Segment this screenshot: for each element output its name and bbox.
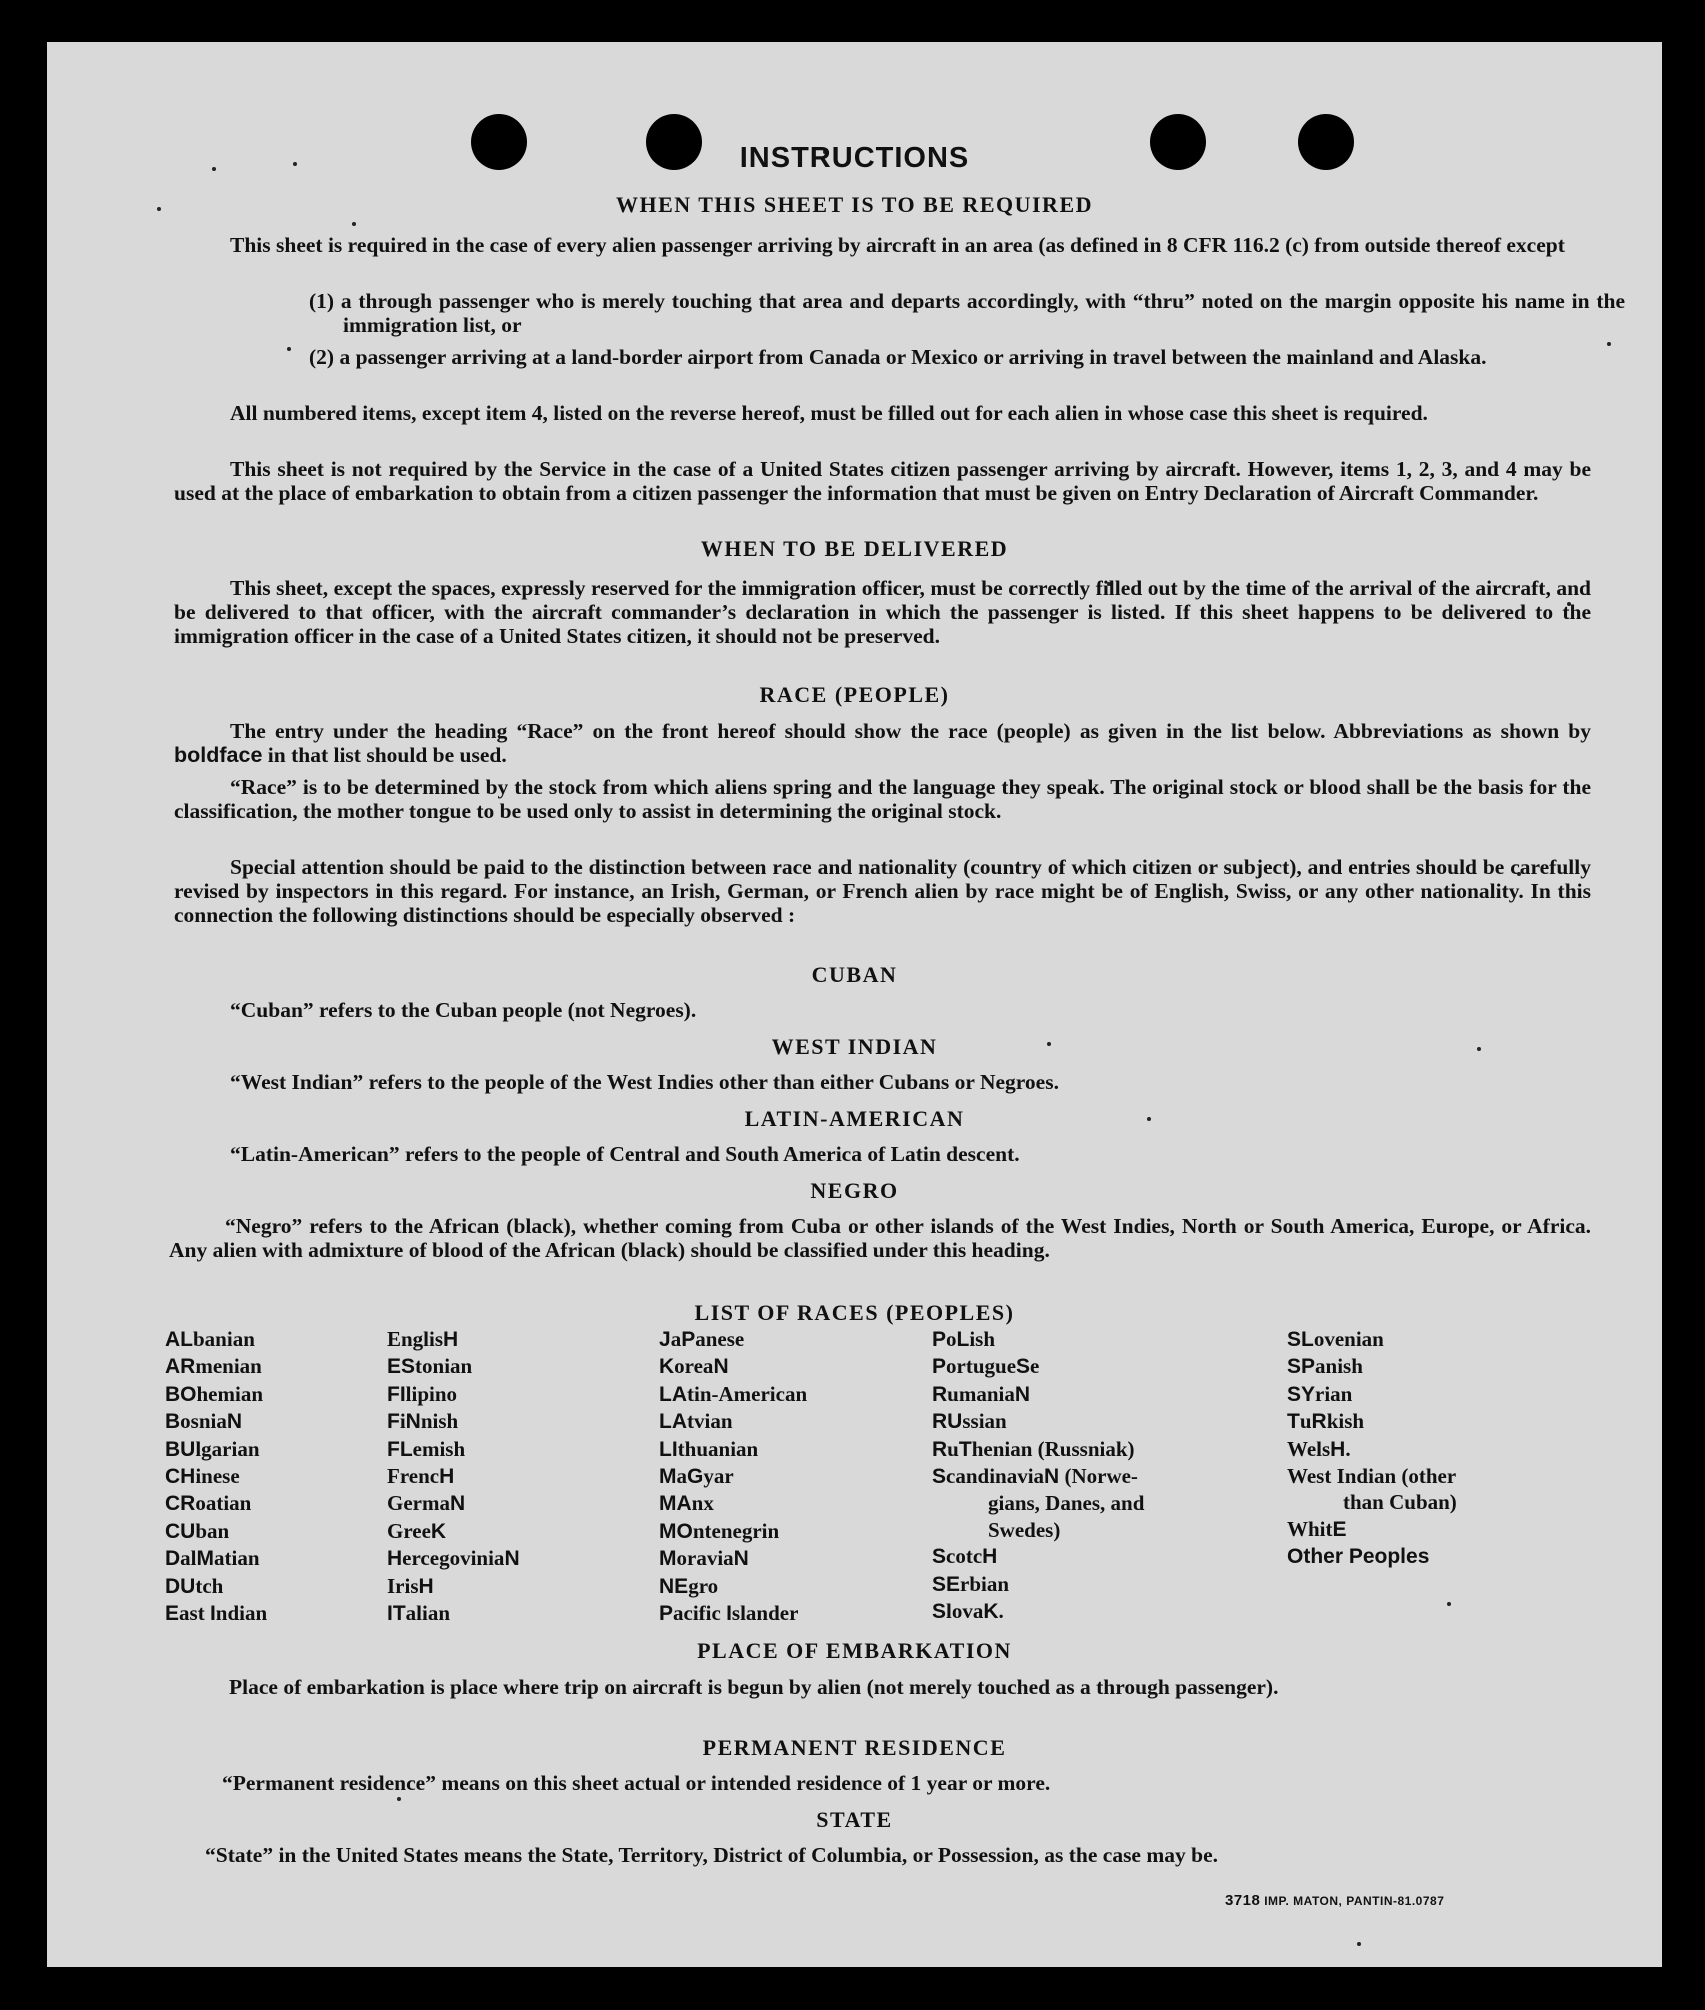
race-list-item: WelsH.	[1287, 1436, 1351, 1461]
race-list-item: MoraviaN	[659, 1546, 749, 1571]
race-list-item: Other Peoples	[1287, 1545, 1430, 1569]
race-list-item: DUtch	[165, 1573, 224, 1598]
heading-when-required: WHEN THIS SHEET IS TO BE REQUIRED	[615, 192, 1094, 217]
race-list-item: ITalian	[387, 1601, 451, 1626]
race-list-item: WhitE	[1287, 1516, 1347, 1541]
race-column	[932, 1326, 1144, 1625]
heading-permanent-residence: PERMANENT RESIDENCE	[702, 1735, 1007, 1760]
race-list-item: RUssian	[932, 1409, 1007, 1434]
race-list-item: KoreaN	[659, 1354, 729, 1379]
race-list-item: RumaniaN	[932, 1381, 1031, 1406]
race-list-item: CUban	[165, 1518, 230, 1543]
race-list-item: SErbian	[932, 1571, 1010, 1596]
race-list-item: LAtin-American	[659, 1381, 808, 1406]
race-column	[165, 1326, 267, 1627]
race-list-item: than Cuban)	[1343, 1490, 1457, 1515]
race-list-item: SlovaK.	[932, 1599, 1004, 1624]
race-list-item: SLovenian	[1287, 1327, 1384, 1351]
race-list-item: RuThenian (Russniak)	[932, 1436, 1135, 1461]
paragraph: “Permanent residence” means on this sheet actual or intended residence of 1 year or more.	[222, 1771, 1051, 1795]
race-list-item: DalMatian	[165, 1546, 260, 1571]
race-list-item: EnglisH	[387, 1327, 459, 1351]
race-list-item: FiNnish	[387, 1409, 459, 1434]
race-list-item: CHinese	[165, 1464, 240, 1489]
race-list-item: FIlipino	[387, 1381, 458, 1406]
race-list-item: Swedes)	[988, 1517, 1061, 1542]
race-list-item: ScotcH	[932, 1544, 998, 1569]
list-item: (1) a through passenger who is merely touching that area and departs accordingly, with “thru” noted on the margin opposite his name in the immigration list, or	[309, 289, 1625, 337]
race-list-item: GermaN	[387, 1491, 466, 1516]
race-list-item: ALbanian	[165, 1327, 255, 1351]
race-list-item: MAnx	[659, 1491, 714, 1516]
heading-latin-american: LATIN-AMERICAN	[744, 1106, 965, 1131]
race-list-item: PortugueSe	[932, 1354, 1040, 1379]
paragraph: “Latin-American” refers to the people of Central and South America of Latin descent.	[230, 1142, 1020, 1166]
race-list-item: Pacific Islander	[659, 1601, 799, 1626]
race-list-item: PoLish	[932, 1327, 996, 1351]
race-list-item: MaGyar	[659, 1464, 734, 1489]
heading-list-of-races: LIST OF RACES (PEOPLES)	[694, 1300, 1015, 1325]
race-list-item: TuRkish	[1287, 1409, 1365, 1434]
paragraph: Place of embarkation is place where trip on aircraft is begun by alien (not merely touched as a through passenger).	[229, 1675, 1279, 1699]
race-list-item: EStonian	[387, 1354, 473, 1379]
race-list-item: ScandinaviaN (Norwe-	[932, 1464, 1138, 1489]
race-list-item: East Indian	[165, 1601, 268, 1626]
heading-when-delivered: WHEN TO BE DELIVERED	[700, 536, 1009, 561]
race-list-item: CRoatian	[165, 1491, 252, 1516]
paragraph: Special attention should be paid to the distinction between race and nationality (country of which citizen or subject), and entries should be carefully revised by inspectors in this regard. For instance, an Irish, German, or French alien by race might be of English, Swiss, or any other nationality. In this connection the following distinctions should be especially observed :	[174, 855, 1591, 927]
race-column	[659, 1326, 807, 1627]
paragraph: “State” in the United States means the State, Territory, District of Columbia, or Possession, as the case may be.	[205, 1843, 1219, 1867]
page-title: INSTRUCTIONS	[739, 142, 970, 174]
race-list-item: FrencH	[387, 1464, 455, 1489]
race-list-item: SYrian	[1287, 1381, 1353, 1406]
printer-imprint: 3718 IMP. MATON, PANTIN-81.0787	[1225, 1892, 1445, 1909]
race-list-item: LIthuanian	[659, 1436, 759, 1461]
paragraph: “Race” is to be determined by the stock from which aliens spring and the language they speak. The original stock or blood shall be the basis for the classification, the mother tongue to be used only to assist in determining the original stock.	[174, 775, 1591, 823]
race-list-item: NEgro	[659, 1573, 719, 1598]
race-list-item: IrisH	[387, 1573, 434, 1598]
race-column	[1287, 1326, 1457, 1571]
paragraph: “Cuban” refers to the Cuban people (not Negroes).	[230, 998, 697, 1022]
heading-negro: NEGRO	[810, 1178, 899, 1203]
heading-race: RACE (PEOPLE)	[759, 682, 950, 707]
paragraph: “West Indian” refers to the people of the West Indies other than either Cubans or Negroes.	[230, 1070, 1059, 1094]
heading-west-indian: WEST INDIAN	[771, 1034, 938, 1059]
paragraph: “Negro” refers to the African (black), whether coming from Cuba or other islands of the West Indies, North or South America, Europe, or Africa. Any alien with admixture of blood of the African (black) should be classified under this heading.	[169, 1214, 1591, 1262]
race-list-item: MOntenegrin	[659, 1518, 780, 1543]
document-sheet	[47, 42, 1662, 1967]
race-list-item: gians, Danes, and	[988, 1491, 1145, 1516]
race-column	[387, 1326, 520, 1627]
heading-state: STATE	[816, 1807, 893, 1832]
paragraph: This sheet is not required by the Service in the case of a United States citizen passenger arriving by aircraft. However, items 1, 2, 3, and 4 may be used at the place of embarkation to obtain from a citizen passenger the information that must be given on Entry Declaration of Aircraft Commander.	[174, 457, 1591, 505]
race-list-item: HercegoviniaN	[387, 1546, 520, 1571]
race-list-item: BUlgarian	[165, 1436, 260, 1461]
race-list-item: BOhemian	[165, 1381, 264, 1406]
race-list-item: BosniaN	[165, 1409, 243, 1434]
race-list-item: ARmenian	[165, 1354, 262, 1379]
race-list-item: SPanish	[1287, 1354, 1363, 1379]
paragraph: This sheet is required in the case of every alien passenger arriving by aircraft in an area (as defined in 8 CFR 116.2 (c) from outside thereof except	[230, 233, 1565, 257]
heading-embarkation: PLACE OF EMBARKATION	[697, 1638, 1012, 1663]
paragraph: The entry under the heading “Race” on the front hereof should show the race (people) as given in the list below. Abbreviations as shown by boldface in that list should be used.	[174, 719, 1591, 767]
paragraph: This sheet, except the spaces, expressly reserved for the immigration officer, must be correctly filled out by the time of the arrival of the aircraft, and be delivered to that officer, with the aircraft commander’s declaration in which the passenger is listed. If this sheet happens to be delivered to the immigration officer in the case of a United States citizen, it should not be preserved.	[174, 576, 1591, 648]
race-list-item: West Indian (other	[1287, 1464, 1457, 1489]
heading-cuban: CUBAN	[811, 962, 898, 987]
race-list-item: GreeK	[387, 1518, 447, 1543]
paragraph: All numbered items, except item 4, listed on the reverse hereof, must be filled out for each alien in whose case this sheet is required.	[230, 401, 1428, 425]
list-item: (2) a passenger arriving at a land-border airport from Canada or Mexico or arriving in travel between the mainland and Alaska.	[309, 345, 1487, 369]
race-list-item: LAtvian	[659, 1409, 733, 1434]
race-list-item: FLemish	[387, 1436, 466, 1461]
race-list-item: JaPanese	[659, 1327, 745, 1351]
